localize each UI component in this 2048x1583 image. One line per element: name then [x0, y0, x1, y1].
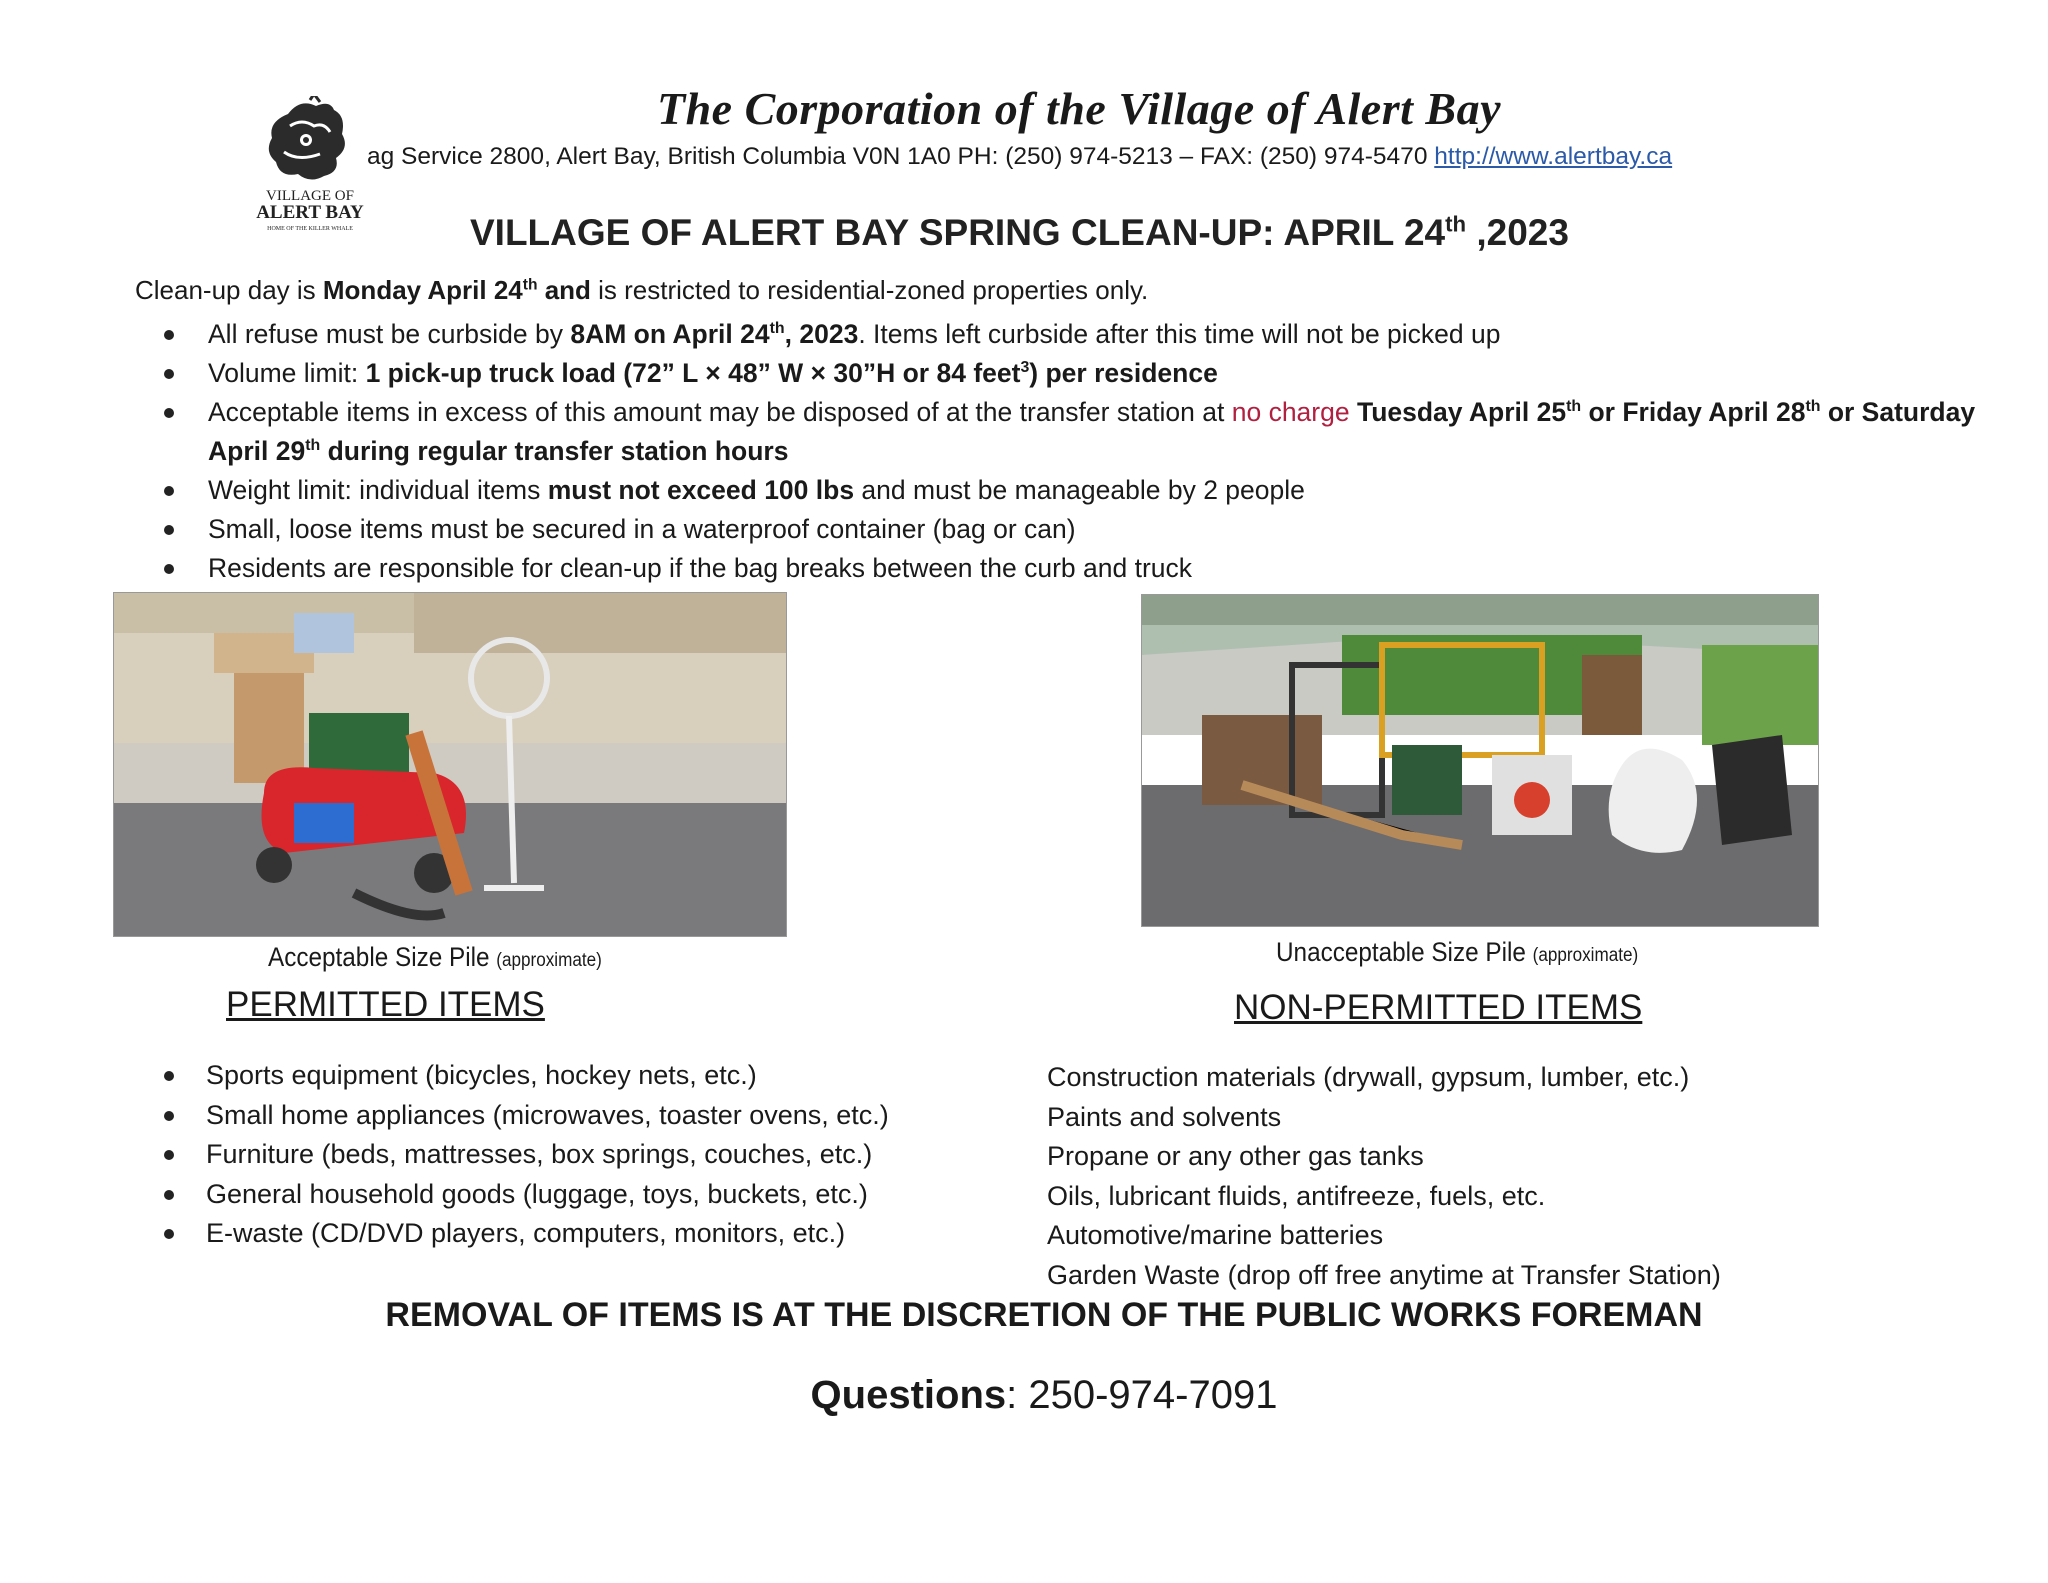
bullet-icon — [164, 408, 174, 418]
intro-part: is restricted to residential-zoned properties only. — [590, 275, 1149, 305]
rule-bold: or Friday April 28 — [1581, 397, 1806, 427]
bullet-icon — [164, 1071, 174, 1081]
unacceptable-pile-photo — [1141, 594, 1819, 927]
bullet-icon — [164, 1190, 174, 1200]
rule-bold: or Saturday April 29 — [208, 397, 1976, 466]
rule-bold: during regular transfer station hours — [320, 436, 789, 466]
rule-text: . Items left curbside after this time will not be picked up — [858, 319, 1501, 349]
questions-label: Questions — [810, 1373, 1007, 1417]
questions-line — [0, 1373, 2048, 1418]
bullet-icon — [164, 525, 174, 535]
rule-item — [160, 549, 2020, 588]
rule-item — [160, 315, 2020, 354]
bullet-icon — [164, 564, 174, 574]
item-text: Furniture (beds, mattresses, box springs, couches, etc.) — [206, 1139, 873, 1169]
rule-item — [160, 510, 2020, 549]
rule-item — [160, 471, 2020, 510]
rule-item — [160, 393, 2020, 471]
rule-bold: Tuesday April 25 — [1349, 397, 1567, 427]
title-text: VILLAGE OF ALERT BAY SPRING CLEAN-UP: APRIL 24 — [470, 212, 1446, 253]
rule-bold: 8AM on April 24 — [570, 319, 770, 349]
rule-text: and must be manageable by 2 people — [854, 475, 1305, 505]
caption-text: Unacceptable Size Pile — [1276, 937, 1526, 967]
rule-bold: 1 pick-up truck load (72” L × 48” W × 30”H or 84 feet — [365, 358, 1021, 388]
intro-part: Clean-up day is — [135, 275, 323, 305]
list-item — [160, 1135, 889, 1175]
rule-sup: th — [1566, 398, 1582, 416]
list-item: Propane or any other gas tanks — [1047, 1141, 1424, 1171]
bullet-icon — [164, 486, 174, 496]
corporation-title: The Corporation of the Village of Alert Bay — [657, 83, 1501, 134]
logo-text-line3: HOME OF THE KILLER WHALE — [267, 226, 353, 232]
contact-address — [367, 143, 1672, 171]
bullet-icon — [164, 1150, 174, 1160]
address-text: ag Service 2800, Alert Bay, British Columbia V0N 1A0 PH: (250) 974-5213 – FAX: (250) 974-5470 — [367, 143, 1428, 170]
permitted-items-title: PERMITTED ITEMS — [226, 985, 545, 1024]
rule-bold: must not exceed 100 lbs — [547, 475, 855, 505]
rule-text: Acceptable items in excess of this amount may be disposed of at the transfer station at — [208, 397, 1232, 427]
item-text: Sports equipment (bicycles, hockey nets, etc.) — [206, 1060, 757, 1090]
unacceptable-pile-caption — [1276, 937, 1638, 968]
list-item: Paints and solvents — [1047, 1101, 1282, 1132]
rule-bold: ) per residence — [1029, 358, 1218, 388]
intro-sup: th — [522, 276, 538, 294]
rule-text: Small, loose items must be secured in a waterproof container (bag or can) — [208, 514, 1076, 544]
rule-text: Weight limit: individual items — [208, 475, 548, 505]
title-year: ,2023 — [1466, 212, 1569, 253]
bullet-icon — [164, 369, 174, 379]
item-text: E-waste (CD/DVD players, computers, monitors, etc.) — [206, 1218, 846, 1248]
list-item: Construction materials (drywall, gypsum, lumber, etc.) — [1047, 1062, 1690, 1092]
non-permitted-items-title: NON-PERMITTED ITEMS — [1234, 988, 1643, 1027]
item-text: Small home appliances (microwaves, toaster ovens, etc.) — [206, 1099, 889, 1130]
item-text: General household goods (luggage, toys, buckets, etc.) — [206, 1178, 868, 1209]
non-permitted-items-list — [1047, 1058, 1721, 1295]
bullet-icon — [164, 1111, 174, 1121]
list-item — [160, 1096, 889, 1136]
list-item: Oils, lubricant fluids, antifreeze, fuels, etc. — [1047, 1180, 1546, 1211]
bullet-icon — [164, 330, 174, 340]
bullet-icon — [164, 1229, 174, 1239]
intro-and: and — [537, 275, 591, 305]
rule-sup: th — [305, 437, 321, 455]
caption-small: (approximate) — [496, 950, 602, 971]
rule-sup: th — [769, 320, 785, 338]
rule-text: Residents are responsible for clean-up if the bag breaks between the curb and truck — [208, 553, 1193, 583]
title-sup: th — [1445, 211, 1467, 237]
list-item — [160, 1214, 889, 1254]
intro-text — [135, 275, 1148, 306]
no-charge-text: no charge — [1231, 397, 1350, 427]
list-item: Garden Waste (drop off free anytime at Transfer Station) — [1047, 1259, 1721, 1290]
list-item — [160, 1056, 889, 1096]
caption-text: Acceptable Size Pile — [268, 942, 490, 972]
questions-sep: : — [1006, 1373, 1029, 1417]
permitted-items-list — [160, 1056, 889, 1254]
phone-number[interactable]: 250-974-7091 — [1028, 1373, 1278, 1417]
caption-small: (approximate) — [1532, 945, 1639, 966]
intro-date: Monday April 24 — [322, 275, 523, 305]
rule-text: All refuse must be curbside by — [208, 319, 571, 349]
rule-item — [160, 354, 2020, 393]
rule-sup: th — [1805, 398, 1821, 416]
list-item — [160, 1175, 889, 1215]
logo-text-line2: ALERT BAY — [256, 202, 364, 223]
website-link[interactable]: http://www.alertbay.ca — [1434, 143, 1673, 170]
page-title — [470, 212, 1569, 254]
rule-sup: 3 — [1020, 359, 1030, 377]
rules-list — [160, 315, 2020, 588]
acceptable-pile-photo — [113, 592, 787, 937]
rule-text: Volume limit: — [208, 358, 366, 388]
rule-bold: , 2023 — [784, 319, 859, 349]
list-item: Automotive/marine batteries — [1047, 1220, 1384, 1250]
removal-notice: REMOVAL OF ITEMS IS AT THE DISCRETION OF THE PUBLIC WORKS FOREMAN — [385, 1296, 1703, 1334]
logo-text-line1: VILLAGE OF — [266, 188, 354, 204]
acceptable-pile-caption — [268, 942, 602, 973]
